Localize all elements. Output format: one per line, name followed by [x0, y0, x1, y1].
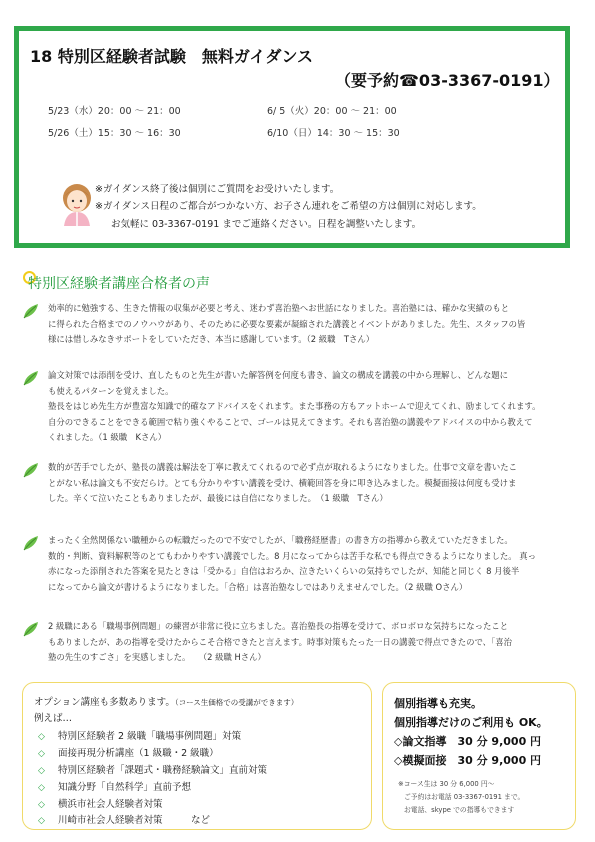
- diamond-icon: ◇: [38, 766, 45, 776]
- option-label: 面接再現分析講座（1 級職・2 級職）: [58, 748, 219, 759]
- leaf-icon: [22, 621, 40, 637]
- schedule-item: 6/10（日）14：30 ～ 15：30: [267, 128, 400, 139]
- testimonial-line: 数的が苦手でしたが、塾長の講義は解法を丁寧に教えてくれるので必ず点が取れるようになりました。仕事で文章を書いたこ: [48, 462, 517, 472]
- option-label: 特別区経験者 2 級職「職場事例問題」対策: [58, 731, 242, 742]
- schedule-item: 5/23（水）20：00 ～ 21：00: [48, 106, 181, 117]
- testimonial-line: 自分のできることをできる範囲で粘り強くやることで、ゴールは見えてきます。それも喜治塾の講義やアドバイスの中から教えて: [48, 416, 533, 427]
- testimonial-line: 塾の先生のすごさ」を実感しました。 （2 級職 Hさん）: [48, 652, 266, 663]
- option-label: 川崎市社会人経験者対策 など: [58, 815, 211, 826]
- testimonial-line: 数的・判断、資料解釈等のとてもわかりやすい講義でした。8 月になってからは苦手な私でも得点できるようになりました。 真っ: [48, 550, 537, 561]
- option-item: [38, 779, 191, 793]
- testimonial-line: 赤になった添削された答案を見たときは「受かる」自信はおろか、泣きたいくらいの気持ちでしたが、知能と同じく 8 月後半: [48, 566, 520, 577]
- testimonial: [48, 619, 568, 666]
- testimonial-line: した。辛くて泣いたこともありましたが、最後には自信になりました。 （1 級職 Tさん）: [48, 493, 388, 504]
- mock-interview-price: ◇模擬面接 30 分 9,000 円: [394, 754, 542, 767]
- guidance-phone: （要予約☎03-3367-0191）: [335, 71, 560, 90]
- leaf-icon: [22, 303, 40, 319]
- options-heading: [34, 694, 298, 708]
- testimonial-line: もありましたが、あの指導を受けたからこそ合格できたと言えます。時事対策もたった一日の講義で得点できたので、「喜治: [48, 636, 512, 647]
- option-item: [38, 762, 267, 776]
- individual-note: お電話、skype での指導もできます: [404, 806, 515, 814]
- individual-note: ご予約はお電話 03-3367-0191 まで。: [404, 793, 525, 801]
- essay-guidance-price: ◇論文指導 30 分 9,000 円: [394, 735, 542, 748]
- testimonial: [48, 460, 568, 507]
- testimonial-line: になってから論文が書けるようになりました。「合格」は喜治塾なしではありえませんでした。（2 級職 Oさん）: [48, 581, 468, 592]
- testimonial-line: 様には惜しみなきサポートをしていただき、本当に感謝しています。（2 級職 Tさん）: [48, 334, 375, 345]
- testimonial: [48, 301, 568, 348]
- testimonial-line: くれました。（1 級職 Kさん）: [48, 432, 167, 443]
- testimonial-line: 効率的に勉強する、生きた情報の収集が必要と考え、迷わず喜治塾へお世話になりました。喜治塾には、確かな実績のもと: [48, 303, 510, 313]
- schedule-item: 6/ 5（火）20：00 ～ 21：00: [267, 106, 397, 117]
- option-item: [38, 728, 241, 742]
- testimonial-line: 2 級職にある「職場事例問題」の練習が非常に役に立ちました。喜治塾長の指導を受けて、ボロボロな気持ちになったこと: [48, 621, 509, 631]
- diamond-icon: ◇: [38, 732, 45, 742]
- individual-line: 個別指導も充実。: [394, 697, 482, 710]
- options-example: 例えば…: [34, 713, 73, 724]
- diamond-icon: ◇: [38, 800, 45, 810]
- diamond-icon: ◇: [38, 816, 45, 826]
- guidance-note: お気軽に 03-3367-0191 までご連絡ください。日程を調整いたします。: [111, 219, 422, 230]
- option-item: [38, 745, 219, 759]
- options-heading-main: オプション講座も多数あります。: [34, 697, 175, 708]
- testimonial-line: 塾長をはじめ先生方が豊富な知識で的確なアドバイスをくれます。また事務の方もアットホームで迎えてくれ、励ましてくれます。: [48, 401, 541, 412]
- options-heading-sub: （コース生価格での受講ができます）: [174, 698, 299, 707]
- option-label: 知識分野「自然科学」直前予想: [58, 782, 192, 793]
- option-item: [38, 796, 163, 810]
- testimonial: [48, 533, 568, 595]
- leaf-icon: [22, 462, 40, 478]
- diamond-icon: ◇: [38, 783, 45, 793]
- testimonial-line: まったく全然関係ない職種からの転職だったので不安でしたが、「職務経歴書」の書き方の指導から教えていただきました。: [48, 535, 513, 545]
- diamond-icon: ◇: [38, 749, 45, 759]
- leaf-icon: [22, 535, 40, 551]
- leaf-icon: [22, 370, 40, 386]
- staff-illustration: [60, 182, 94, 226]
- testimonial-line: に得られた合格までのノウハウがあり、そのために必要な要素が凝縮された講義とイベントがありました。先生、スタッフの皆: [48, 318, 526, 329]
- individual-note: ※コース生は 30 分 6,000 円～: [398, 780, 495, 788]
- guidance-title: 18 特別区経験者試験 無料ガイダンス: [30, 47, 314, 66]
- testimonial: [48, 368, 568, 446]
- option-label: 特別区経験者「課題式・職務経験論文」直前対策: [58, 765, 268, 776]
- testimonial-line: とがない私は論文も不安だらけ。とても分かりやすい講義を受け、横範回答を身に叩き込みました。模擬面接は何度も受けま: [48, 477, 517, 488]
- option-label: 横浜市社会人経験者対策: [58, 799, 163, 810]
- section-title: 特別区経験者講座合格者の声: [28, 276, 210, 292]
- guidance-note: ※ガイダンス日程のご都合がつかない方、お子さん連れをご希望の方は個別に対応します。: [95, 201, 482, 212]
- individual-line: 個別指導だけのご利用も OK。: [394, 716, 548, 729]
- schedule-item: 5/26（土）15：30 ～ 16：30: [48, 128, 181, 139]
- guidance-note: ※ガイダンス終了後は個別にご質問をお受けいたします。: [95, 184, 340, 195]
- testimonial-line: も使えるパターンを覚えました。: [48, 385, 174, 396]
- option-item: [38, 812, 210, 826]
- testimonial-line: 論文対策では添削を受け、直したものと先生が書いた解答例を何度も書き、論文の構成を講義の中から理解し、どんな題に: [48, 370, 508, 380]
